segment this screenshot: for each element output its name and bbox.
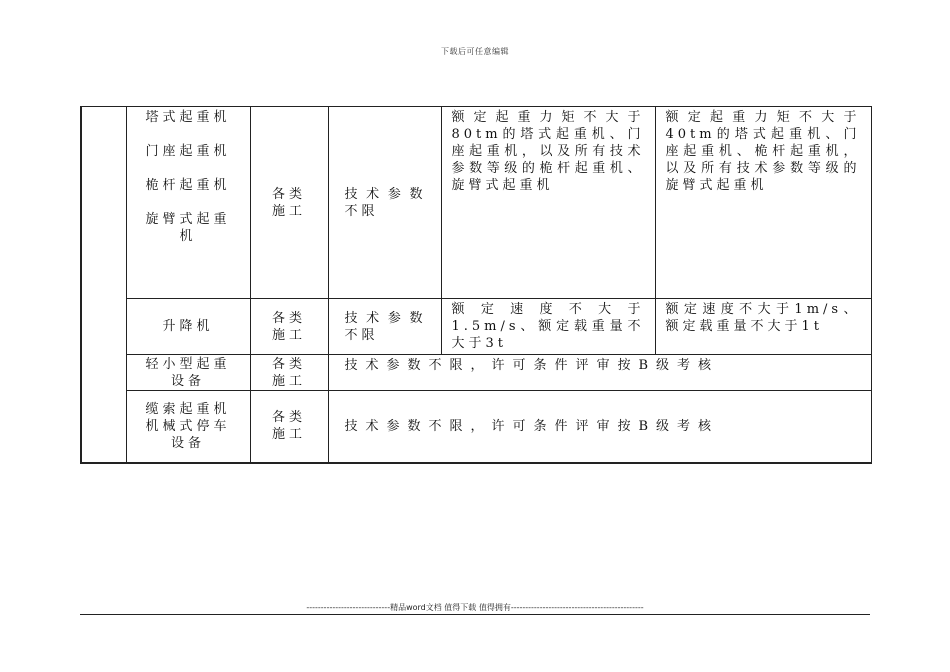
grade-text: 额定速度不大于1.5m/s、额定载重量不大于3t bbox=[451, 302, 645, 351]
equipment-name-cell bbox=[126, 355, 250, 391]
blank-category-cell bbox=[81, 107, 126, 463]
grade-text: 额定速度不大于1m/s、额定载重量不大于1t bbox=[665, 302, 861, 334]
equipment-name: 门座起重机 bbox=[145, 144, 231, 159]
table-row bbox=[81, 391, 871, 463]
scope-cell bbox=[250, 299, 328, 355]
equipment-name: 轻小型起重设备 bbox=[145, 356, 231, 389]
requirement-text: 技术参数不限，许可条件评审按B级考核 bbox=[344, 418, 720, 434]
equipment-name: 升降机 bbox=[162, 319, 214, 334]
grade-cell bbox=[441, 107, 655, 299]
equipment-name: 塔式起重机 bbox=[145, 110, 231, 125]
param-cell bbox=[328, 299, 441, 355]
scope-text: 各类施工 bbox=[271, 310, 306, 343]
merged-requirement-cell bbox=[328, 391, 871, 463]
footer-divider bbox=[80, 614, 870, 615]
license-table bbox=[80, 106, 872, 464]
param-text: 技术参数不限 bbox=[344, 310, 427, 343]
header-note: 下载后可任意编辑 bbox=[441, 47, 509, 56]
scope-cell bbox=[250, 107, 328, 299]
table-row bbox=[81, 299, 871, 355]
scope-cell bbox=[250, 391, 328, 463]
grade-cell bbox=[441, 299, 655, 355]
param-text: 技术参数不限 bbox=[344, 186, 427, 219]
grade-cell bbox=[655, 299, 871, 355]
scope-text: 各类施工 bbox=[271, 410, 306, 443]
param-cell bbox=[328, 107, 441, 299]
equipment-name: 旋臂式起重机 bbox=[145, 212, 231, 244]
grade-cell bbox=[655, 107, 871, 299]
equipment-name-cell bbox=[126, 391, 250, 463]
scope-text: 各类施工 bbox=[271, 356, 306, 389]
scope-cell bbox=[250, 355, 328, 391]
grade-text: 额定起重力矩不大于80tm的塔式起重机、门座起重机，以及所有技术参数等级的桅杆起重机、旋臂式起重机 bbox=[451, 110, 645, 193]
table-row bbox=[81, 355, 871, 391]
table-row bbox=[81, 107, 871, 299]
equipment-name: 机械式停车设备 bbox=[145, 418, 231, 451]
equipment-name-cell bbox=[126, 107, 250, 299]
equipment-name: 缆索起重机 bbox=[145, 401, 231, 417]
equipment-name-cell bbox=[126, 299, 250, 355]
grade-text: 额定起重力矩不大于40tm的塔式起重机、门座起重机、桅杆起重机，以及所有技术参数等级的旋臂式起重机 bbox=[665, 110, 861, 193]
requirement-text: 技术参数不限，许可条件评审按B级考核 bbox=[344, 358, 720, 373]
equipment-name: 桅杆起重机 bbox=[145, 178, 231, 193]
footer-note: -----------------------------精品word文档 值得下载 值得拥有---------------------------------------------- bbox=[306, 603, 644, 612]
scope-text: 各类施工 bbox=[271, 186, 306, 219]
merged-requirement-cell bbox=[328, 355, 871, 391]
